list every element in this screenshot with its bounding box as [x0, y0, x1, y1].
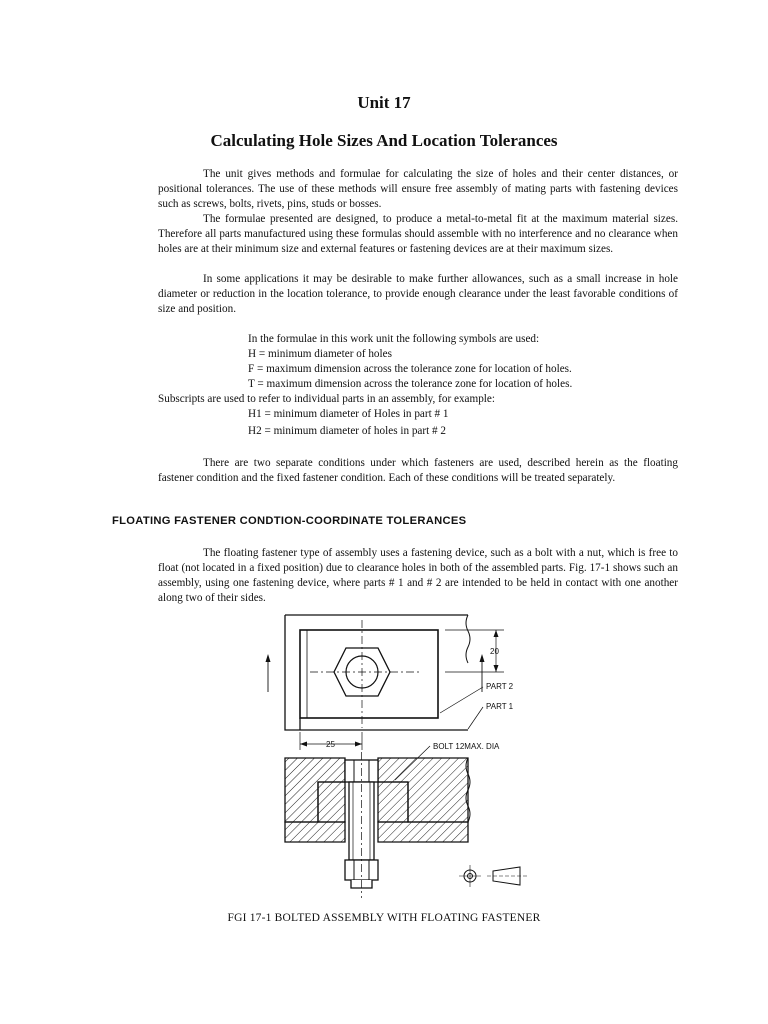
symbols-intro: In the formulae in this work unit the following symbols are used:: [248, 333, 540, 345]
dimension-20-label: 20: [490, 647, 499, 656]
symbol-h2: H2 = minimum diameter of holes in part # 2: [248, 425, 447, 437]
symbol-t: T = maximum dimension across the tolerance zone for location of holes.: [248, 378, 573, 390]
document-title: Calculating Hole Sizes And Location Tolerances: [210, 131, 558, 150]
dimension-25-label: 25: [326, 740, 335, 749]
bolt-label: BOLT 12MAX. DIA: [433, 742, 500, 751]
paragraph-conditions-text: There are two separate conditions under which fasteners are used, described herein as the floating fastener condition and the fixed fastener condition. Each of these conditions will be treated separately.: [158, 457, 678, 484]
part1-label: PART 1: [486, 702, 514, 711]
section-view: [285, 752, 470, 898]
paragraph-formulae: [158, 212, 678, 257]
paragraph-conditions: [158, 456, 678, 486]
paragraph-intro: [158, 167, 678, 212]
symbol-h1: H1 = minimum diameter of Holes in part # 1: [248, 408, 449, 420]
paragraph-allowances: [158, 272, 678, 317]
top-view: [266, 615, 505, 780]
symbol-f: F = maximum dimension across the tolerance zone for location of holes.: [248, 363, 572, 375]
paragraph-intro-text: The unit gives methods and formulae for calculating the size of holes and their center distances, or positional tolerances. The use of these methods will ensure free assembly of mating parts with fastening devices such as screws, bolts, rivets, pins, studs or bosses.: [158, 168, 678, 210]
figure-caption: FGI 17-1 BOLTED ASSEMBLY WITH FLOATING FASTENER: [227, 912, 541, 924]
paragraph-allowances-text: In some applications it may be desirable to make further allowances, such as a small increase in hole diameter or reduction in the location tolerance, to provide enough clearance under the least favorable conditions of size and position.: [158, 273, 678, 315]
paragraph-formulae-text: The formulae presented are designed, to produce a metal-to-metal fit at the maximum material sizes. Therefore all parts manufactured using these formulas should assemble with no interference and no clearance when holes are at their minimum size and external features or fastening devices are at their maximum sizes.: [158, 213, 678, 255]
subscripts-intro: Subscripts are used to refer to individual parts in an assembly, for example:: [158, 393, 495, 405]
projection-symbol: [459, 865, 527, 887]
paragraph-floating: [158, 546, 678, 606]
symbol-h: H = minimum diameter of holes: [248, 348, 392, 360]
paragraph-floating-text: The floating fastener type of assembly uses a fastening device, such as a bolt with a nut, which is free to float (not located in a fixed position) due to clearance holes in both of the assembled parts. Fig. 17-1 shows such an assembly, using one fastening device, where parts # 1 and # 2 are intended to be held in contact with one another along two of their sides.: [158, 547, 678, 604]
unit-title: Unit 17: [357, 93, 411, 112]
section-heading: FLOATING FASTENER CONDTION-COORDINATE TOLERANCES: [112, 515, 467, 527]
bolted-assembly-drawing: [250, 610, 540, 900]
part2-label: PART 2: [486, 682, 514, 691]
